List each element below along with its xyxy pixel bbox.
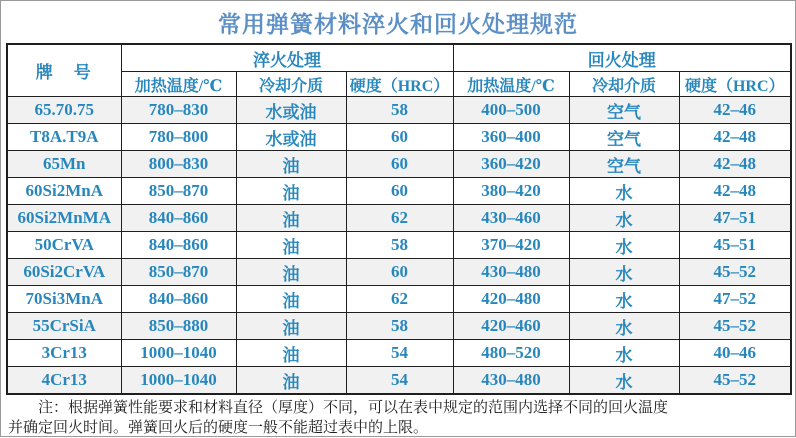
cell-temper-hardness: 45–52	[679, 259, 791, 286]
cell-temper-hardness: 40–46	[679, 340, 791, 367]
cell-quench-temp: 850–870	[121, 178, 236, 205]
cell-quench-hardness: 58	[346, 97, 453, 124]
cell-quench-hardness: 60	[346, 259, 453, 286]
page-title: 常用弹簧材料淬火和回火处理规范	[218, 11, 578, 37]
cell-temper-temp: 380–420	[453, 178, 569, 205]
cell-quench-medium: 油	[236, 205, 346, 232]
footnote-line-1: 注：根据弹簧性能要求和材料直径（厚度）不同，可以在表中规定的范围内选择不同的回火温度	[38, 399, 669, 416]
spring-materials-table	[6, 43, 792, 395]
col-header-grade: 牌 号	[7, 44, 121, 97]
cell-quench-medium: 油	[236, 286, 346, 313]
cell-quench-hardness: 58	[346, 232, 453, 259]
cell-temper-medium: 水	[569, 259, 679, 286]
cell-temper-medium: 水	[569, 178, 679, 205]
cell-temper-hardness: 45–51	[679, 232, 791, 259]
cell-temper-hardness: 42–48	[679, 124, 791, 151]
cell-temper-medium: 水	[569, 313, 679, 340]
cell-temper-medium: 水	[569, 286, 679, 313]
cell-quench-medium: 水或油	[236, 124, 346, 151]
col-header-quench-cooling-medium: 冷却介质	[236, 72, 346, 97]
col-header-temper-heating-temp: 加热温度/℃	[453, 72, 569, 97]
cell-temper-hardness: 45–52	[679, 367, 791, 395]
cell-temper-medium: 空气	[569, 124, 679, 151]
table-row	[7, 340, 791, 367]
cell-quench-medium: 水或油	[236, 97, 346, 124]
cell-quench-hardness: 60	[346, 124, 453, 151]
cell-temper-hardness: 42–46	[679, 97, 791, 124]
cell-temper-hardness: 45–52	[679, 313, 791, 340]
col-header-quench-hardness: 硬度（HRC）	[346, 72, 453, 97]
cell-grade: 4Cr13	[7, 367, 121, 395]
cell-temper-temp: 370–420	[453, 232, 569, 259]
cell-grade: 3Cr13	[7, 340, 121, 367]
cell-quench-temp: 780–800	[121, 124, 236, 151]
cell-quench-medium: 油	[236, 259, 346, 286]
cell-temper-temp: 360–400	[453, 124, 569, 151]
cell-grade: 55CrSiA	[7, 313, 121, 340]
table-row	[7, 259, 791, 286]
cell-grade: 50CrVA	[7, 232, 121, 259]
cell-quench-hardness: 62	[346, 205, 453, 232]
cell-temper-hardness: 42–48	[679, 178, 791, 205]
table-row	[7, 97, 791, 124]
cell-temper-temp: 430–460	[453, 205, 569, 232]
cell-quench-hardness: 60	[346, 178, 453, 205]
cell-temper-temp: 480–520	[453, 340, 569, 367]
group-header-temper: 回火处理	[453, 44, 791, 72]
cell-grade: 70Si3MnA	[7, 286, 121, 313]
cell-temper-temp: 430–480	[453, 259, 569, 286]
cell-temper-medium: 水	[569, 205, 679, 232]
footnote	[6, 395, 790, 438]
cell-grade: T8A.T9A	[7, 124, 121, 151]
cell-grade: 65Mn	[7, 151, 121, 178]
table-row	[7, 367, 791, 395]
cell-quench-temp: 840–860	[121, 232, 236, 259]
cell-quench-hardness: 60	[346, 151, 453, 178]
cell-quench-medium: 油	[236, 151, 346, 178]
cell-grade: 65.70.75	[7, 97, 121, 124]
table-row	[7, 232, 791, 259]
cell-quench-temp: 850–880	[121, 313, 236, 340]
cell-quench-medium: 油	[236, 232, 346, 259]
cell-temper-medium: 空气	[569, 151, 679, 178]
cell-temper-temp: 360–420	[453, 151, 569, 178]
cell-quench-temp: 840–860	[121, 286, 236, 313]
cell-quench-hardness: 54	[346, 340, 453, 367]
col-header-temper-hardness: 硬度（HRC）	[679, 72, 791, 97]
cell-temper-medium: 水	[569, 232, 679, 259]
cell-quench-temp: 800–830	[121, 151, 236, 178]
cell-temper-hardness: 47–51	[679, 205, 791, 232]
col-header-quench-heating-temp: 加热温度/℃	[121, 72, 236, 97]
cell-quench-temp: 1000–1040	[121, 367, 236, 395]
cell-temper-medium: 水	[569, 367, 679, 395]
cell-quench-hardness: 54	[346, 367, 453, 395]
cell-quench-temp: 840–860	[121, 205, 236, 232]
table-row	[7, 124, 791, 151]
cell-quench-medium: 油	[236, 340, 346, 367]
table-row	[7, 151, 791, 178]
cell-quench-medium: 油	[236, 367, 346, 395]
col-header-temper-cooling-medium: 冷却介质	[569, 72, 679, 97]
cell-grade: 60Si2MnMA	[7, 205, 121, 232]
cell-temper-medium: 水	[569, 340, 679, 367]
cell-grade: 60Si2MnA	[7, 178, 121, 205]
cell-quench-hardness: 62	[346, 286, 453, 313]
table-row	[7, 178, 791, 205]
cell-quench-temp: 850–870	[121, 259, 236, 286]
cell-temper-temp: 400–500	[453, 97, 569, 124]
table-row	[7, 286, 791, 313]
cell-temper-temp: 420–460	[453, 313, 569, 340]
cell-quench-hardness: 58	[346, 313, 453, 340]
table-subheader-row	[7, 72, 791, 97]
cell-grade: 60Si2CrVA	[7, 259, 121, 286]
cell-quench-medium: 油	[236, 178, 346, 205]
cell-temper-temp: 420–480	[453, 286, 569, 313]
cell-temper-medium: 空气	[569, 97, 679, 124]
cell-quench-temp: 780–830	[121, 97, 236, 124]
footnote-line-2: 并确定回火时间。弹簧回火后的硬度一般不能超过表中的上限。	[8, 419, 429, 436]
cell-temper-hardness: 42–48	[679, 151, 791, 178]
cell-quench-temp: 1000–1040	[121, 340, 236, 367]
table-row	[7, 313, 791, 340]
cell-quench-medium: 油	[236, 313, 346, 340]
table-header-group-row	[7, 44, 791, 72]
cell-temper-temp: 430–480	[453, 367, 569, 395]
table-row	[7, 205, 791, 232]
cell-temper-hardness: 47–52	[679, 286, 791, 313]
group-header-quench: 淬火处理	[121, 44, 453, 72]
